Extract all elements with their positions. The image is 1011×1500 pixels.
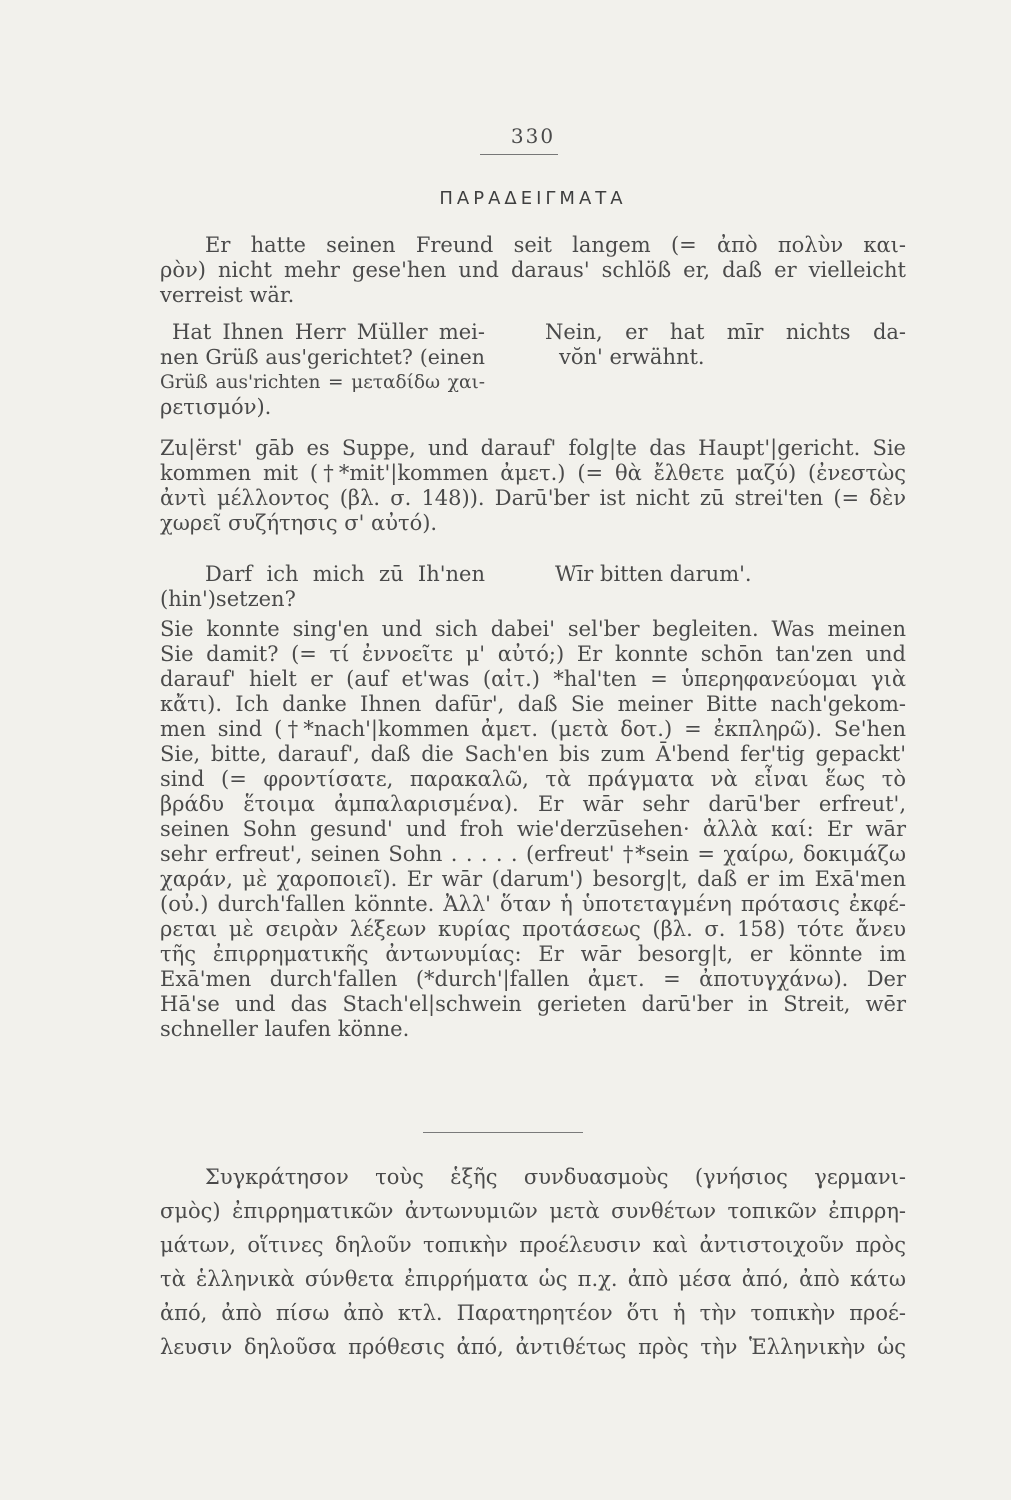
- text-line: Hat Ihnen Herr Müller mei-: [172, 320, 485, 344]
- text-line: verreist wär.: [160, 283, 295, 307]
- text-line: μάτων, οἵτινες δηλοῦν τοπικὴν προέλευσιν καὶ ἀντιστοιχοῦν πρὸς: [160, 1233, 906, 1257]
- section-heading: ΠΑΡΑΔΕΙΓΜΑΤΑ: [439, 188, 627, 209]
- text-line: βράδυ ἕτοιμα ἀμπαλαρισμένα). Er wār sehr darū'ber erfreut',: [160, 792, 906, 816]
- text-line: Exā'men durch'fallen (*durch'|fallen ἀμετ. = ἀποτυγχάνω). Der: [160, 967, 906, 991]
- page-number-underline: [480, 154, 558, 155]
- text-line: τὰ ἑλληνικὰ σύνθετα ἐπιρρήματα ὡς π.χ. ἀπὸ μέσα ἀπό, ἀπὸ κάτω: [160, 1267, 906, 1291]
- paragraph-examples: [160, 617, 906, 1042]
- text-line: nen Grüß aus'gerichtet? (einen: [160, 345, 485, 369]
- text-line: σμὸς) ἐπιρρηματικῶν ἀντωνυμιῶν μετὰ συνθέτων τοπικῶν ἐπιρρη-: [160, 1199, 906, 1223]
- text-line: sehr erfreut', seinen Sohn . . . . . (erfreut' †*sein = χαίρω, δοκιμάζω: [160, 842, 906, 866]
- dialogue-question: [160, 320, 485, 420]
- dialogue-answer: [545, 320, 906, 370]
- text-line: χαράν, μὲ χαροποιεῖ). Er wār (darum') besorg|t, daß er im Exā'men: [160, 867, 906, 891]
- text-line: ρετισμόν).: [160, 395, 272, 419]
- dialogue-answer: [545, 562, 906, 587]
- text-line: ρεται μὲ σειρὰν λέξεων κυρίας προτάσεως (βλ. σ. 158) τότε ἄνευ: [160, 917, 906, 941]
- paragraph-greek-note: [160, 1160, 906, 1364]
- paragraph-friend: [160, 233, 906, 308]
- text-line: schneller laufen könne.: [160, 1017, 410, 1041]
- text-line: (hin')setzen?: [160, 587, 296, 611]
- text-line: vŏn' erwähnt.: [559, 345, 705, 369]
- text-line: (οὐ.) durch'fallen könnte. Ἀλλ' ὅταν ἡ ὑποτεταγμένη πρότασις ἐκφέ-: [160, 892, 906, 916]
- text-line: Hā'se und das Stach'el|schwein gerieten darū'ber in Streit, wēr: [160, 992, 906, 1016]
- text-line: darauf' hielt er (auf et'was (αἰτ.) *hal'ten = ὑπερηφανεύομαι γιὰ: [160, 667, 906, 691]
- text-line: Wīr bitten darum'.: [555, 562, 752, 586]
- text-line: Sie damit? (= τί ἐννοεῖτε μ' αὐτό;) Er konnte schōn tan'zen und: [160, 642, 906, 666]
- text-line: Er hatte seinen Freund seit langem (= ἀπὸ πολὺν και-: [205, 233, 906, 257]
- text-line: Zu|ërst' gāb es Suppe, und darauf' folg|te das Haupt'|gericht. Sie: [160, 436, 906, 460]
- text-line: Sie, bitte, darauf', daß die Sach'en bis zum Ā'bend fer'tig gepackt': [160, 742, 906, 766]
- section-divider: [423, 1132, 583, 1133]
- text-line: Sie konnte sing'en und sich dabei' sel'ber begleiten. Was meinen: [160, 617, 906, 641]
- text-line: χωρεῖ συζήτησις σ' αὐτό).: [160, 511, 438, 535]
- page-number: 330: [510, 124, 556, 148]
- text-line: Grüß aus'richten = μεταδίδω χαι-: [160, 372, 485, 393]
- text-line: λευσιν δηλοῦσα πρόθεσις ἀπό, ἀντιθέτως πρὸς τὴν Ἑλληνικὴν ὡς: [160, 1335, 906, 1359]
- text-line: ρὸν) nicht mehr gese'hen und daraus' schlöß er, daß er vielleicht: [160, 258, 906, 282]
- text-line: κἄτι). Ich danke Ihnen dafūr', daß Sie meiner Bitte nach'gekom-: [160, 692, 906, 716]
- paragraph-soup: [160, 436, 906, 536]
- text-line: Nein, er hat mīr nichts da-: [545, 320, 906, 344]
- text-line: Συγκράτησον τοὺς ἑξῆς συνδυασμοὺς (γνήσιος γερμανι-: [205, 1165, 906, 1189]
- dialogue-question: [160, 562, 485, 612]
- text-line: kommen mit (†*mit'|kommen ἀμετ.) (= θὰ ἔλθετε μαζύ) (ἐνεστὼς: [160, 461, 906, 485]
- text-line: men sind (†*nach'|kommen ἀμετ. (μετὰ δοτ.) = ἐκπληρῶ). Se'hen: [160, 717, 906, 741]
- text-line: sind (= φροντίσατε, παρακαλῶ, τὰ πράγματα νὰ εἶναι ἕως τὸ: [160, 767, 906, 791]
- text-line: ἀπό, ἀπὸ πίσω ἀπὸ κτλ. Παρατηρητέον ὅτι ἡ τὴν τοπικὴν προέ-: [160, 1301, 906, 1325]
- text-line: seinen Sohn gesund' und froh wie'derzūsehen· ἀλλὰ καί: Er wār: [160, 817, 906, 841]
- text-line: Darf ich mich zū Ih'nen: [205, 562, 485, 586]
- text-line: ἀντὶ μέλλοντος (βλ. σ. 148)). Darū'ber ist nicht zū strei'ten (= δὲν: [160, 486, 906, 510]
- text-line: τῆς ἐπιρρηματικῆς ἀντωνυμίας: Er wār besorg|t, er könnte im: [160, 942, 906, 966]
